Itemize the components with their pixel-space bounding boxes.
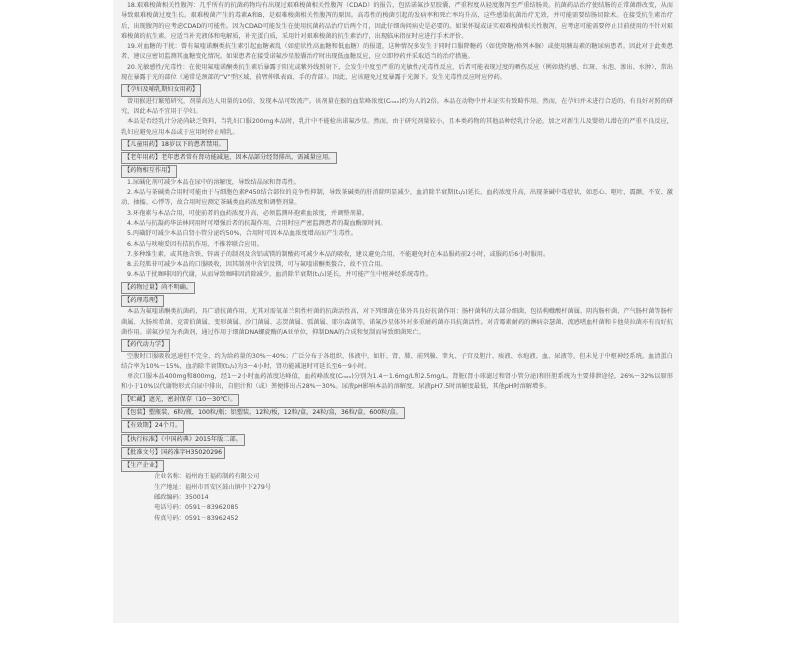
body-paragraph: [121, 240, 673, 250]
manufacturer-row: [121, 472, 673, 482]
paragraph-text: 5.丙磺舒可减少本品自肾小管分泌约50%，合用时可因本品血浓度增高而产生毒性。: [127, 230, 358, 238]
paragraph-text: 本品是否经乳汁分泌尚缺乏资料，当乳妇口服200mg本品时，乳汁中不能检出诺氟沙星。然而，由于研究剂量较小，且本类药物的其他品种经乳汁分泌，加之对新生儿及婴幼儿潜在的严重不良反应，乳妇应避免应用本品或于应用时停止哺乳。: [121, 118, 673, 136]
section-heading-text: 【执行标准】《中国药典》2015年版二部。: [121, 434, 245, 446]
section-heading: [121, 281, 673, 294]
section-heading-text: 【有效期】24个月。: [121, 420, 184, 432]
body-paragraph: [121, 352, 673, 373]
section-heading: [121, 338, 673, 351]
paragraph-list: [121, 1, 673, 472]
body-paragraph: [121, 372, 673, 393]
body-paragraph: [121, 1, 673, 42]
section-heading-text: 【儿童用药】18岁以下的患者禁用。: [121, 139, 228, 151]
paragraph-text: 本品为氟喹诺酮类抗菌药，具广谱抗菌作用，尤其对需氧革兰阴性杆菌的抗菌活性高，对下列细菌在体外具良好抗菌作用：肠杆菌科的大部分细菌，包括枸橼酸杆菌属、阴沟肠杆菌、产气肠杆菌等肠杆菌属、大肠埃希菌、克雷伯菌属、变形菌属、沙门菌属、志贺菌属、弧菌属、耶尔森菌等。诺氟沙星体外对多重耐药菌亦具抗菌活性。对青霉素耐药的淋病奈瑟菌、流感嗜血杆菌和卡他莫拉菌亦有良好抗菌作用。诺氟沙星为杀菌剂，通过作用于细菌DNA螺旋酶的A亚单位，抑制DNA的合成和复制而导致细菌死亡。: [121, 308, 673, 336]
section-heading: [121, 83, 673, 96]
section-heading: [121, 294, 673, 307]
manufacturer-label: 企业名称：: [154, 473, 185, 481]
body-paragraph: [121, 63, 673, 84]
section-heading-text: 【包装】塑瓶装，6粒/瓶，100粒/瓶；铝塑装，12粒/板，12粒/盒，24粒/盒，36粒/盒，600粒/盒。: [121, 407, 405, 419]
manufacturer-value: 0591－83962452: [185, 514, 239, 522]
insert-text-body: [121, 1, 673, 524]
section-heading-text: 【批准文号】国药准字H35020296: [121, 447, 225, 459]
body-paragraph: [121, 219, 673, 229]
section-heading-text: 【药物过量】尚不明确。: [121, 282, 195, 294]
manufacturer-value: 福州海王福药制药有限公司: [185, 473, 260, 481]
section-heading-text: 【老年用药】老年患者常有肾功能减退，因本品部分经肾排出，需减量应用。: [121, 152, 337, 164]
section-heading: [121, 406, 673, 419]
paragraph-text: 4.本品与抗凝药华法林同用时可增强后者的抗凝作用，合用时应严密监测患者的凝血酶原时间。: [127, 219, 387, 227]
paragraph-text: 6.本品与呋喃妥因有拮抗作用，不推荐联合应用。: [127, 240, 263, 248]
body-paragraph: [121, 260, 673, 270]
body-paragraph: [121, 188, 673, 209]
section-heading: [121, 138, 673, 151]
manufacturer-row: [121, 483, 673, 493]
manufacturer-row: [121, 503, 673, 513]
manufacturer-label: 生产地址：: [154, 483, 185, 491]
package-insert-sheet: [113, 0, 679, 623]
manufacturer-info: [121, 472, 673, 523]
manufacturer-label: 电话号码：: [154, 504, 185, 512]
body-paragraph: [121, 178, 673, 188]
section-heading-text: 【药物相互作用】: [121, 165, 177, 177]
section-heading-text: 【贮藏】遮光，密封保存（10～30℃）。: [121, 394, 239, 406]
body-paragraph: [121, 270, 673, 280]
section-heading-text: 【药代动力学】: [121, 339, 170, 351]
section-heading-text: 【药理毒理】: [121, 295, 164, 307]
section-heading-text: 【生产企业】: [121, 460, 164, 472]
section-heading: [121, 164, 673, 177]
section-heading: [121, 446, 673, 459]
paragraph-text: 空腹时口服吸收迅速但不完全，约为给药量的30%～40%；广泛分布于各组织、体液中，如肝、肾、肺、前列腺、睾丸、子宫及胆汁、痰液、水疱液、血、尿液等，但未见于中枢神经系统。血清蛋白结合率为10%～15%，血消除半衰期(t₁/₂)为3～4小时，肾功能减退时可延长至6～9小时。: [121, 352, 673, 370]
manufacturer-value: 福州市晋安区鼓山镇中下279号: [185, 483, 272, 491]
manufacturer-value: 350014: [185, 494, 209, 502]
paragraph-text: 2.本品与茶碱类合用时可能由于与细胞色素P450结合部位的竞争性抑制，导致茶碱类的肝消除明显减少，血消除半衰期(t₁/₂)延长，血药浓度升高，出现茶碱中毒症状，如恶心、呕吐、震颤、不安、激动、抽搐、心悸等，故合用时应测定茶碱类血药浓度和调整剂量。: [121, 189, 673, 207]
section-heading-text: 【孕妇及哺乳期妇女用药】: [121, 84, 201, 96]
section-heading: [121, 393, 673, 406]
paragraph-text: 8.去羟肌苷可减少本品的口服吸收，因其制剂中含铝及镁，可与氟喹诺酮类螯合，故不宜合用。: [127, 261, 387, 269]
paragraph-text: 单次口服本品400mg和800mg，经1～2小时血药浓度达峰值，血药峰浓度(Cₘₐₓ)分别为1.4～1.6mg/L和2.5mg/L。肾脏(肾小球滤过和肾小管分泌)和肝胆系统为主要排泄途径，26%～32%以原形和小于10%以代谢物形式自尿中排出，自胆汁和（或）粪便排出占28%～30%。尿液pH影响本品的溶解度。尿液pH7.5时溶解度最低，其他pH时溶解增多。: [121, 373, 673, 391]
paragraph-text: 7.多种维生素，或其他含铁、锌离子的制剂及含铝或镁的制酸药可减少本品的吸收，建议避免合用，不能避免时在本品服药前2小时，或服药后6小时服用。: [127, 250, 550, 258]
paragraph-text: 3.环孢素与本品合用，可使前者的血药浓度升高，必须监测环孢素血浓度，并调整剂量。: [127, 209, 369, 217]
section-heading: [121, 151, 673, 164]
manufacturer-value: 0591－83962085: [185, 504, 239, 512]
body-paragraph: [121, 42, 673, 63]
section-heading: [121, 459, 673, 472]
body-paragraph: [121, 307, 673, 338]
manufacturer-row: [121, 514, 673, 524]
section-heading: [121, 433, 673, 446]
body-paragraph: [121, 117, 673, 138]
paragraph-text: 1.尿碱化剂可减少本品在尿中的溶解度，导致结晶尿和肾毒性。: [127, 178, 300, 186]
paragraph-text: 19.对血糖的干扰：曾有氟喹诺酮类抗生素引起血糖紊乱（如症状性高血糖和低血糖）的报道，这种情况多发生于同时口服降糖药（如优降糖/格列本脲）或使用胰岛素的糖尿病患者。因此对于此类患者，建议应密切监测其血糖变化情况。如果患者在接受诺氟沙星胶囊治疗时出现低血糖反应，应立即停药并采取适当的治疗措施。: [121, 43, 673, 61]
body-paragraph: [121, 209, 673, 219]
body-paragraph: [121, 97, 673, 118]
body-paragraph: [121, 229, 673, 239]
body-paragraph: [121, 250, 673, 260]
paragraph-text: 9.本品干扰咖啡因的代谢，从而导致咖啡因消除减少，血消除半衰期(t₁/₂)延长，并可能产生中枢神经系统毒性。: [127, 271, 432, 279]
manufacturer-label: 邮政编码：: [154, 494, 185, 502]
manufacturer-label: 传真号码：: [154, 514, 185, 522]
manufacturer-row: [121, 493, 673, 503]
paragraph-text: 20.光敏感性/光毒性：在使用氟喹诺酮类抗生素后暴露于阳光或紫外线照射下，会发生中度至严重的光敏性/光毒性反应，后者可能表现过度的晒伤反应（例如烧灼感、红斑、水泡、渗出、水肿），常出现在暴露于光的部位（通常是颈部的“V”型区域，前臂伸肌表面、手的背部）。因此，应该避免过度暴露于光源下。发生光毒性反应时应停药。: [121, 63, 673, 82]
paragraph-text: 18.艰难梭菌相关性腹泻：几乎所有的抗菌药物均有出现过艰难梭菌相关性腹泻（CDAD）的报告，包括诺氟沙星胶囊，严重程度从轻度腹泻至严重结肠炎。抗菌药品治疗使结肠的正常菌群改变，从而导致艰难梭菌过度生长。艰难梭菌产生的毒素A和B，是艰难梭菌相关性腹泻的原因。高毒性的梭菌引起的发病率和死亡率均升高，这些感染抗菌治疗无效，并可能需要结肠切除术。在接受抗生素治疗后，出现腹泻的应考虑CDAD的可能性。因为CDAD可能发生在使用抗菌药品治疗后两个月，因此仔细询问病史是必要的。如果怀疑或证实艰难梭菌相关性腹泻，应考虑可能需要停止目前使用的不针对艰难梭菌的抗生素。应适当补充液体和电解质，补充蛋白质，采用针对艰难梭菌的抗生素治疗，出现临床指征时应进行手术评价。: [121, 2, 673, 40]
paragraph-text: 曾用猴进行繁殖研究，剂量高达人用量的10倍，发现本品可致流产。该剂量在猴的血浆峰浓度(Cₘₐₓ)约为人的2倍。本品在动物中并未证实有致畸作用。然而，在孕妇并未进行合适的、有良好对照的研究，因此本品不宜用于孕妇。: [121, 97, 673, 115]
section-heading: [121, 419, 673, 432]
